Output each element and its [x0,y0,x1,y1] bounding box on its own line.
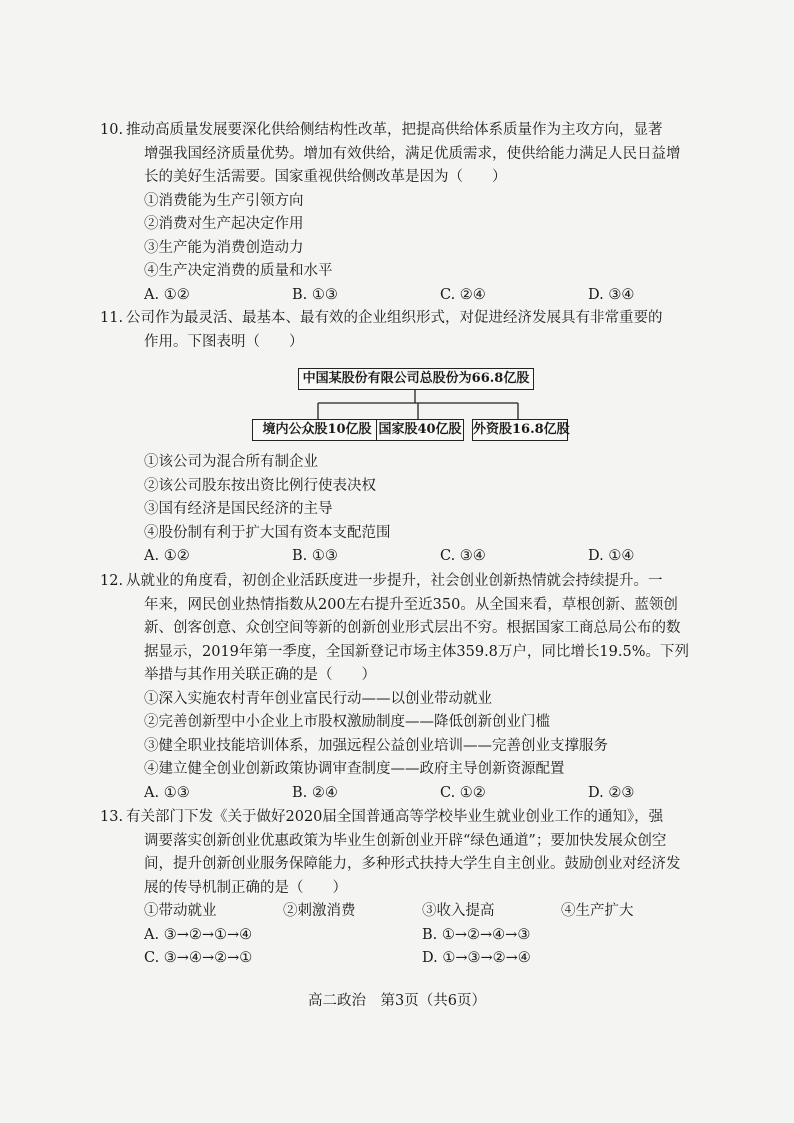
state-shares-box: 国家股40亿股 [376,419,464,441]
question-stem-line: 年来，网民创业热情指数从200左右提升至近350。从全国来看，草根创新、蓝领创 [144,596,678,613]
answer-options-row-2 [118,947,700,971]
choice-item: ②消费对生产起决定作用 [144,216,304,232]
answer-options [118,782,700,806]
question-number: 11. [100,310,124,326]
public-shares-box: 境内公众股10亿股 [252,419,382,441]
foreign-shares-box: 外资股16.8亿股 [472,419,568,441]
choice-item: ①消费能为生产引领方向 [144,192,304,209]
question-13 [100,806,700,971]
option-b: B. ②④ [292,784,338,801]
option-c: C. ①② [440,784,486,801]
choice-item: ③健全职业技能培训体系，加强远程公益创业培训——完善创业支撑服务 [144,737,608,754]
choice-item: ④建立健全创业创新政策协调审查制度——政府主导创新资源配置 [144,761,565,777]
choice-item: ④生产扩大 [561,903,634,919]
choice-item: ②刺激消费 [283,903,356,919]
option-d: D. ③④ [588,286,635,303]
question-stem-line: 间，提升创新创业服务保障能力，多种形式扶持大学生自主创业。鼓励创业对经济发 [144,856,681,872]
question-number: 13. [100,809,124,825]
option-d: D. ②③ [588,784,635,801]
question-12 [100,570,700,805]
option-d: D. ①④ [588,548,635,564]
option-c: C. ③④ [440,548,486,564]
option-a: A. ③→②→①→④ [144,926,253,943]
answer-options-row-1 [118,924,700,948]
choice-items-row [118,900,700,924]
choice-item: ②完善创新型中小企业上市股权激励制度——降低创新创业门槛 [144,714,550,730]
question-stem-line: 据显示，2019年第一季度，全国新登记市场主体359.8万户，同比增长19.5%。下列 [144,643,689,660]
question-stem-line: 增强我国经济质量优势。增加有效供给，满足优质需求，使供给能力满足人民日益增 [144,145,681,162]
choice-item: ②该公司股东按出资比例行使表决权 [144,477,376,494]
question-stem-line: 展的传导机制正确的是（ ） [144,879,347,896]
question-11 [100,307,700,354]
option-c: C. ②④ [440,286,486,303]
question-stem-line: 作用。下图表明（ ） [144,333,304,350]
option-d: D. ①→③→②→④ [422,950,531,966]
question-stem-line: 新、创客创意、众创空间等新的创新创业形式层出不穷。根据国家工商总局公布的数 [144,620,681,636]
option-c: C. ③→④→②→① [144,950,253,966]
question-number: 10. [100,122,124,138]
question-stem-line: 推动高质量发展要深化供给侧结构性改革，把提高供给体系质量作为主攻方向，显著 [126,122,663,138]
choice-item: ③生产能为消费创造动力 [144,239,304,256]
question-stem-line: 有关部门下发《关于做好2020届全国普通高等学校毕业生就业创业工作的通知》，强 [126,809,664,825]
page-footer: 高二政治 第3页（共6页） [308,993,486,1009]
option-b: B. ①③ [292,548,338,564]
option-a: A. ①③ [144,784,190,801]
total-shares-box: 中国某股份有限公司总股份为66.8亿股 [298,368,534,390]
question-stem-line: 公司作为最灵活、最基本、最有效的企业组织形式，对促进经济发展具有非常重要的 [126,310,663,326]
option-a: A. ①② [144,548,190,564]
choice-item: ①该公司为混合所有制企业 [144,454,318,470]
answer-options [118,284,700,308]
choice-item: ④股份制有利于扩大国有资本支配范围 [144,524,391,541]
choice-item: ③国有经济是国民经济的主导 [144,501,333,517]
option-a: A. ①② [144,286,190,303]
option-b: B. ①③ [292,286,338,303]
share-structure-diagram [250,368,580,442]
choice-item: ①带动就业 [144,903,217,919]
question-stem-line: 调要落实创新创业优惠政策为毕业生创新创业开辟“绿色通道”；要加快发展众创空 [144,832,667,849]
answer-options [118,545,700,569]
option-b: B. ①→②→④→③ [422,926,531,943]
question-11-choices [118,451,700,569]
question-stem-line: 从就业的角度看，初创企业活跃度进一步提升，社会创业创新热情就会持续提升。一 [126,573,663,589]
choice-item: ①深入实施农村青年创业富民行动——以创业带动就业 [144,690,492,707]
question-number: 12. [100,573,124,589]
choice-item: ④生产决定消费的质量和水平 [144,263,333,279]
question-stem-line: 举措与其作用关联正确的是（ ） [144,667,376,683]
choice-item: ③收入提高 [422,903,495,919]
question-10 [100,119,700,307]
question-stem-line: 长的美好生活需要。国家重视供给侧改革是因为（ ） [144,169,507,185]
